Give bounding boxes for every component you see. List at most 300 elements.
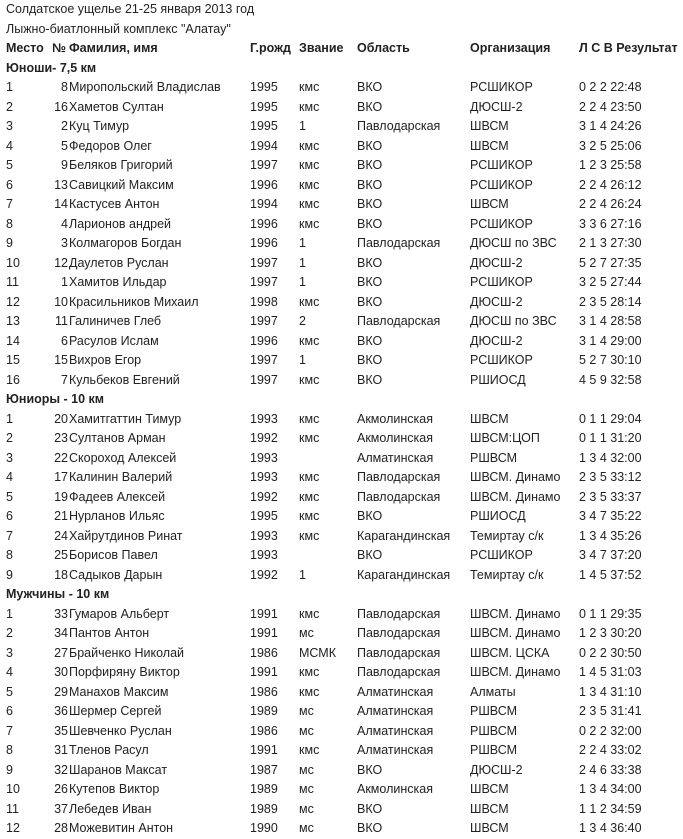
table-row [6, 371, 682, 391]
organization-cell: ШВСМ [470, 821, 509, 835]
athlete-name-cell: Куц Тимур [69, 119, 130, 133]
region-cell: Павлодарская [357, 606, 441, 621]
organization-cell: РШВСМ [470, 743, 518, 757]
result-cell: 3 2 5 27:44 [579, 275, 642, 289]
region-cell: Алматинская [357, 684, 434, 699]
result-cell: 2 3 5 28:14 [579, 294, 642, 309]
athlete-name-cell: Брайченко Николай [69, 645, 185, 660]
place-cell: 12 [6, 821, 20, 835]
result-cell: 5 2 7 30:10 [579, 353, 642, 367]
sport-rank-cell: кмс [299, 528, 320, 543]
place-cell: 8 [6, 743, 13, 757]
bib-number-cell: 3 [61, 236, 68, 250]
place-cell: 10 [6, 255, 20, 270]
athlete-name-cell: Галиничев Глеб [69, 314, 162, 328]
athlete-name-cell: Можевитин Антон [69, 821, 174, 835]
bib-number-cell: 17 [54, 470, 68, 484]
sport-rank-cell: мс [299, 801, 314, 816]
sport-rank-cell: кмс [299, 470, 320, 484]
birth-year-cell: 1996 [250, 333, 278, 348]
sport-rank-cell: мс [299, 821, 314, 835]
sport-rank-cell: мс [299, 782, 314, 796]
place-cell: 3 [6, 450, 13, 465]
place-cell: 3 [6, 645, 13, 660]
region-cell: Павлодарская [357, 236, 441, 250]
sport-rank-cell: мс [299, 704, 314, 718]
result-cell: 1 3 4 34:00 [579, 782, 642, 796]
birth-year-cell: 1996 [250, 236, 278, 250]
table-row [6, 254, 682, 274]
region-cell: ВКО [357, 158, 383, 172]
place-cell: 9 [6, 236, 13, 250]
place-cell: 5 [6, 158, 13, 172]
place-cell: 2 [6, 626, 13, 640]
region-cell: ВКО [357, 821, 383, 835]
bib-number-cell: 19 [54, 489, 68, 504]
result-cell: 1 1 2 34:59 [579, 801, 642, 816]
organization-cell: РШИОСД [470, 372, 526, 387]
result-cell: 3 4 7 35:22 [579, 509, 642, 523]
table-row [6, 195, 682, 215]
table-row [6, 624, 682, 644]
birth-year-cell: 1991 [250, 665, 278, 679]
organization-cell: ШВСМ. ЦСКА [470, 645, 550, 660]
place-cell: 4 [6, 470, 13, 484]
result-cell: 1 4 5 37:52 [579, 567, 642, 582]
result-cell: 1 3 4 32:00 [579, 450, 642, 465]
result-cell: 3 3 6 27:16 [579, 216, 642, 231]
organization-cell: ШВСМ [470, 197, 509, 211]
birth-year-cell: 1995 [250, 119, 278, 133]
sport-rank-cell: мс [299, 762, 314, 777]
bib-number-cell: 18 [54, 567, 68, 582]
region-cell: ВКО [357, 509, 383, 523]
place-cell: 4 [6, 138, 13, 153]
result-cell: 2 3 5 33:37 [579, 489, 642, 504]
result-cell: 1 3 4 36:40 [579, 821, 642, 835]
table-row [6, 566, 682, 586]
athlete-name-cell: Хамитов Ильдар [69, 275, 167, 289]
athlete-name-cell: Порфиряну Виктор [69, 665, 180, 679]
place-cell: 8 [6, 548, 13, 562]
sport-rank-cell: кмс [299, 158, 320, 172]
section-title: Юноши- 7,5 км [6, 60, 97, 75]
table-row [6, 273, 682, 293]
result-cell: 2 1 3 27:30 [579, 236, 642, 250]
bib-number-cell: 33 [54, 606, 68, 621]
bib-number-cell: 26 [54, 782, 68, 796]
sport-rank-cell: кмс [299, 138, 320, 153]
region-cell: ВКО [357, 80, 383, 94]
birth-year-cell: 1995 [250, 509, 278, 523]
bib-number-cell: 6 [61, 333, 68, 348]
bib-number-cell: 5 [61, 138, 68, 153]
place-cell: 16 [6, 372, 20, 387]
region-cell: Павлодарская [357, 470, 441, 484]
place-cell: 9 [6, 762, 13, 777]
organization-cell: Алматы [470, 684, 516, 699]
result-cell: 3 1 4 29:00 [579, 333, 642, 348]
sport-rank-cell: 1 [299, 353, 306, 367]
table-row [6, 722, 682, 742]
sport-rank-cell: кмс [299, 743, 320, 757]
table-row [6, 156, 682, 176]
athlete-name-cell: Султанов Арман [69, 431, 166, 445]
birth-year-cell: 1992 [250, 489, 278, 504]
result-cell: 2 3 5 33:12 [579, 470, 642, 484]
table-row [6, 215, 682, 235]
event-location-date: Солдатское ущелье 21-25 января 2013 год [6, 2, 255, 16]
bib-number-cell: 35 [54, 723, 68, 738]
sport-rank-cell: кмс [299, 665, 320, 679]
organization-cell: Темиртау с/к [470, 567, 544, 582]
place-cell: 11 [6, 275, 19, 289]
birth-year-cell: 1997 [250, 314, 278, 328]
result-cell: 3 4 7 37:20 [579, 548, 642, 562]
sport-rank-cell: 1 [299, 255, 306, 270]
table-row [6, 761, 682, 781]
athlete-name-cell: Шермер Сергей [69, 704, 162, 718]
table-row [6, 644, 682, 664]
region-cell: Карагандинская [357, 567, 451, 582]
place-cell: 7 [6, 197, 13, 211]
result-cell: 1 2 3 30:20 [579, 626, 642, 640]
region-cell: Павлодарская [357, 626, 441, 640]
table-row [6, 663, 682, 683]
organization-cell: ШВСМ [470, 801, 509, 816]
athlete-name-cell: Расулов Ислам [69, 333, 159, 348]
athlete-name-cell: Беляков Григорий [69, 158, 173, 172]
sport-rank-cell: кмс [299, 333, 320, 348]
result-cell: 1 2 3 25:58 [579, 158, 642, 172]
birth-year-cell: 1994 [250, 138, 278, 153]
birth-year-cell: 1990 [250, 821, 278, 835]
section-title: Мужчины - 10 км [6, 587, 110, 601]
table-row [6, 293, 682, 313]
organization-cell: РСШИКОР [470, 80, 533, 94]
organization-cell: РСШИКОР [470, 216, 533, 231]
section-title: Юниоры - 10 км [6, 392, 105, 406]
result-cell: 2 2 4 33:02 [579, 743, 642, 757]
sport-rank-cell: 2 [299, 314, 306, 328]
col-org-header: Организация [470, 41, 551, 55]
table-row [6, 449, 682, 469]
result-cell: 2 3 5 31:41 [579, 704, 642, 718]
sport-rank-cell: кмс [299, 431, 320, 445]
sport-rank-cell: кмс [299, 294, 320, 309]
region-cell: ВКО [357, 197, 383, 211]
bib-number-cell: 28 [54, 821, 68, 835]
table-row [6, 819, 682, 839]
region-cell: Алматинская [357, 450, 434, 465]
birth-year-cell: 1997 [250, 275, 278, 289]
region-cell: Алматинская [357, 704, 434, 718]
table-row [6, 351, 682, 371]
result-cell: 0 2 2 32:00 [579, 723, 642, 738]
place-cell: 14 [6, 333, 20, 348]
bib-number-cell: 11 [55, 314, 68, 328]
birth-year-cell: 1996 [250, 216, 278, 231]
place-cell: 10 [6, 782, 20, 796]
result-cell: 0 1 1 29:35 [579, 606, 642, 621]
col-result-header: Л С В Результат [579, 41, 678, 55]
organization-cell: ШВСМ [470, 119, 509, 133]
bib-number-cell: 34 [54, 626, 68, 640]
table-row [6, 527, 682, 547]
bib-number-cell: 14 [54, 197, 68, 211]
table-row [6, 683, 682, 703]
athlete-name-cell: Гумаров Альберт [69, 606, 170, 621]
table-row [6, 488, 682, 508]
region-cell: Павлодарская [357, 645, 441, 660]
region-cell: Акмолинская [357, 782, 433, 796]
organization-cell: РСШИКОР [470, 548, 533, 562]
table-row [6, 605, 682, 625]
organization-cell: ДЮСШ по ЗВС [470, 314, 557, 328]
organization-cell: ДЮСШ-2 [470, 255, 523, 270]
result-cell: 3 2 5 25:06 [579, 138, 642, 153]
athlete-name-cell: Тленов Расул [69, 743, 149, 757]
result-cell: 1 3 4 31:10 [579, 684, 642, 699]
organization-cell: ДЮСШ-2 [470, 99, 523, 114]
organization-cell: ШВСМ. Динамо [470, 626, 561, 640]
region-cell: ВКО [357, 138, 383, 153]
birth-year-cell: 1997 [250, 353, 278, 367]
table-row [6, 98, 682, 118]
bib-number-cell: 13 [54, 177, 68, 192]
place-cell: 2 [6, 99, 13, 114]
place-cell: 1 [6, 80, 13, 94]
region-cell: ВКО [357, 216, 383, 231]
athlete-name-cell: Шаранов Максат [69, 762, 168, 777]
place-cell: 5 [6, 489, 13, 504]
sport-rank-cell: 1 [299, 275, 306, 289]
col-name-header: Фамилия, имя [69, 41, 158, 55]
sport-rank-cell: кмс [299, 372, 320, 387]
sport-rank-cell: 1 [299, 236, 306, 250]
athlete-name-cell: Хайрутдинов Ринат [69, 528, 183, 543]
bib-number-cell: 1 [61, 275, 68, 289]
bib-number-cell: 15 [54, 353, 68, 367]
result-cell: 2 2 4 26:24 [579, 197, 642, 211]
athlete-name-cell: Колмагоров Богдан [69, 236, 182, 250]
region-cell: ВКО [357, 353, 383, 367]
organization-cell: ШВСМ. Динамо [470, 489, 561, 504]
region-cell: ВКО [357, 294, 383, 309]
bib-number-cell: 36 [54, 704, 68, 718]
bib-number-cell: 4 [61, 216, 68, 231]
athlete-name-cell: Кутепов Виктор [69, 782, 160, 796]
birth-year-cell: 1992 [250, 431, 278, 445]
place-cell: 9 [6, 567, 13, 582]
place-cell: 1 [6, 606, 13, 621]
birth-year-cell: 1998 [250, 294, 278, 309]
table-row [6, 312, 682, 332]
organization-cell: РСШИКОР [470, 275, 533, 289]
athlete-name-cell: Лебедев Иван [69, 801, 152, 816]
table-row [6, 429, 682, 449]
athlete-name-cell: Красильников Михаил [69, 294, 199, 309]
sport-rank-cell: кмс [299, 177, 320, 192]
table-header-row [6, 39, 682, 59]
event-venue: Лыжно-биатлонный комплекс "Алатау" [6, 21, 231, 36]
sport-rank-cell: кмс [299, 509, 320, 523]
table-row [6, 546, 682, 566]
sport-rank-cell: кмс [299, 216, 320, 231]
place-cell: 6 [6, 177, 13, 192]
birth-year-cell: 1991 [250, 743, 278, 757]
col-rank-header: Звание [299, 41, 344, 55]
region-cell: ВКО [357, 333, 383, 348]
birth-year-cell: 1993 [250, 470, 278, 484]
athlete-name-cell: Федоров Олег [69, 138, 152, 153]
athlete-name-cell: Хаметов Султан [69, 99, 164, 114]
birth-year-cell: 1986 [250, 723, 278, 738]
organization-cell: ДЮСШ-2 [470, 762, 523, 777]
result-cell: 2 4 6 33:38 [579, 762, 642, 777]
organization-cell: ДЮСШ по ЗВС [470, 236, 557, 250]
result-cell: 0 2 2 30:50 [579, 645, 642, 660]
place-cell: 8 [6, 216, 13, 231]
bib-number-cell: 12 [54, 255, 68, 270]
section-header-row [6, 585, 682, 605]
bib-number-cell: 7 [61, 372, 68, 387]
region-cell: Алматинская [357, 723, 434, 738]
table-row [6, 234, 682, 254]
place-cell: 11 [6, 801, 19, 816]
place-cell: 1 [6, 411, 13, 426]
sport-rank-cell: кмс [299, 197, 320, 211]
table-row [6, 800, 682, 820]
birth-year-cell: 1991 [250, 606, 278, 621]
birth-year-cell: 1995 [250, 80, 278, 94]
place-cell: 7 [6, 723, 13, 738]
place-cell: 3 [6, 119, 13, 133]
result-cell: 3 1 4 28:58 [579, 314, 642, 328]
birth-year-cell: 1997 [250, 255, 278, 270]
sport-rank-cell: кмс [299, 684, 320, 699]
col-place-header: Место [6, 41, 44, 55]
bib-number-cell: 21 [54, 509, 68, 523]
region-cell: Акмолинская [357, 411, 433, 426]
bib-number-cell: 16 [54, 99, 68, 114]
bib-number-cell: 20 [54, 411, 68, 426]
table-row [6, 507, 682, 527]
bib-number-cell: 8 [61, 80, 68, 94]
result-cell: 1 4 5 31:03 [579, 665, 642, 679]
bib-number-cell: 30 [54, 665, 68, 679]
athlete-name-cell: Нурланов Ильяс [69, 509, 165, 523]
bib-number-cell: 31 [54, 743, 68, 757]
sport-rank-cell [299, 546, 357, 566]
organization-cell: РШИОСД [470, 509, 526, 523]
section-header-row [6, 390, 682, 410]
birth-year-cell: 1993 [250, 411, 278, 426]
athlete-name-cell: Борисов Павел [69, 548, 158, 562]
organization-cell: ШВСМ. Динамо [470, 470, 561, 484]
organization-cell: ШВСМ:ЦОП [470, 431, 540, 445]
table-row [6, 468, 682, 488]
col-year-header: Г.рожд [250, 41, 291, 55]
sport-rank-cell: 1 [299, 567, 306, 582]
region-cell: Павлодарская [357, 119, 441, 133]
place-cell: 7 [6, 528, 13, 543]
place-cell: 4 [6, 665, 13, 679]
bib-number-cell: 24 [54, 528, 68, 543]
region-cell: ВКО [357, 99, 383, 114]
region-cell: Акмолинская [357, 431, 433, 445]
organization-cell: РСШИКОР [470, 353, 533, 367]
organization-cell: ШВСМ. Динамо [470, 665, 561, 679]
athlete-name-cell: Хамитгаттин Тимур [69, 411, 182, 426]
table-row [6, 741, 682, 761]
organization-cell: ДЮСШ-2 [470, 333, 523, 348]
birth-year-cell: 1991 [250, 626, 278, 640]
sport-rank-cell: кмс [299, 489, 320, 504]
birth-year-cell: 1994 [250, 197, 278, 211]
place-cell: 12 [6, 294, 20, 309]
region-cell: ВКО [357, 801, 383, 816]
birth-year-cell: 1989 [250, 782, 278, 796]
region-cell: ВКО [357, 177, 383, 192]
birth-year-cell: 1993 [250, 528, 278, 543]
region-cell: ВКО [357, 762, 383, 777]
bib-number-cell: 29 [54, 684, 68, 699]
athlete-name-cell: Пантов Антон [69, 626, 150, 640]
birth-year-cell: 1995 [250, 99, 278, 114]
region-cell: ВКО [357, 372, 383, 387]
birth-year-cell: 1992 [250, 567, 278, 582]
sport-rank-cell: кмс [299, 99, 320, 114]
sport-rank-cell: МСМК [299, 645, 336, 660]
table-row [6, 332, 682, 352]
athlete-name-cell: Фадеев Алексей [69, 489, 166, 504]
organization-cell: ШВСМ [470, 411, 509, 426]
region-cell: Карагандинская [357, 528, 451, 543]
place-cell: 6 [6, 509, 13, 523]
place-cell: 6 [6, 704, 13, 718]
region-cell: Павлодарская [357, 489, 441, 504]
place-cell: 2 [6, 431, 13, 445]
athlete-name-cell: Кульбеков Евгений [69, 372, 180, 387]
organization-cell: Темиртау с/к [470, 528, 544, 543]
table-row [6, 702, 682, 722]
organization-cell: ДЮСШ-2 [470, 294, 523, 309]
organization-cell: РШВСМ [470, 450, 518, 465]
birth-year-cell: 1997 [250, 158, 278, 172]
bib-number-cell: 10 [54, 294, 68, 309]
athlete-name-cell: Шевченко Руслан [69, 723, 172, 738]
place-cell: 5 [6, 684, 13, 699]
sport-rank-cell: кмс [299, 606, 320, 621]
athlete-name-cell: Садыков Дарын [69, 567, 163, 582]
result-cell: 2 2 4 23:50 [579, 99, 642, 114]
athlete-name-cell: Вихров Егор [69, 353, 142, 367]
sport-rank-cell [299, 449, 357, 469]
athlete-name-cell: Манахов Максим [69, 684, 169, 699]
birth-year-cell: 1986 [250, 645, 278, 660]
sport-rank-cell: мс [299, 723, 314, 738]
athlete-name-cell: Ларионов андрей [69, 216, 172, 231]
col-region-header: Область [357, 41, 410, 55]
table-row [6, 117, 682, 137]
birth-year-cell: 1989 [250, 801, 278, 816]
result-cell: 4 5 9 32:58 [579, 372, 642, 387]
birth-year-cell: 1993 [250, 450, 278, 465]
athlete-name-cell: Скороход Алексей [69, 450, 177, 465]
result-cell: 5 2 7 27:35 [579, 255, 642, 270]
region-cell: ВКО [357, 548, 383, 562]
